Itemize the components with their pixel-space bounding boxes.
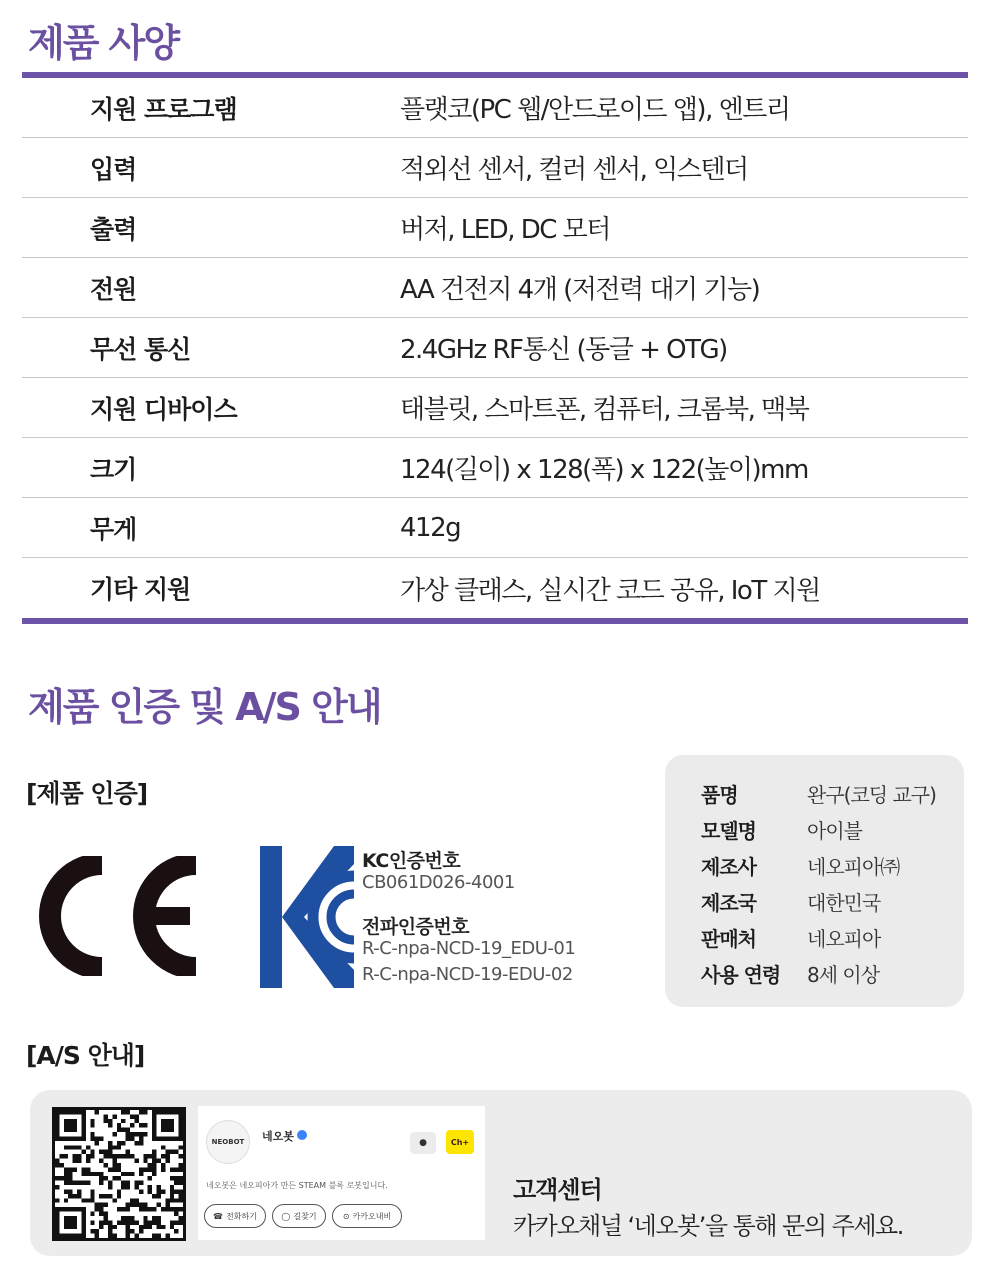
customer-center-title: 고객센터 [513,1176,602,1204]
radio-cert-number: R-C-npa-NCD-19_EDU-01 [362,938,576,959]
spec-row [22,378,968,438]
channel-description: 네오봇은 네오피아가 만든 STEAM 블록 로봇입니다. [206,1181,388,1190]
kc-mark-icon [260,846,354,988]
as-label: [A/S 안내] [26,1041,145,1070]
cert-label: [제품 인증] [26,779,148,808]
kakao-navi-button-label: 카카오내비 [352,1211,392,1221]
info-value: 완구(코딩 교구) [807,783,936,807]
spec-value: 412g [400,512,461,543]
location-icon: ◯ [281,1211,291,1221]
spec-section-title: 제품 사양 [28,21,179,65]
info-row [701,779,936,808]
navigation-icon: ⊙ [342,1211,350,1221]
spec-label: 기타 지원 [90,575,191,604]
spec-row [22,198,968,258]
call-button-label: 전화하기 [226,1211,257,1221]
info-row [701,887,880,916]
phone-icon: ☎ [213,1211,224,1221]
cert-section-title: 제품 인증 및 A/S 안내 [28,685,381,729]
info-value: 8세 이상 [807,963,880,987]
verified-icon [297,1130,307,1140]
spec-label: 무선 통신 [90,334,191,364]
info-key: 제조사 [701,855,756,879]
spec-row [22,438,968,498]
spec-value: 태블릿, 스마트폰, 컴퓨터, 크롬북, 맥북 [400,395,809,425]
chat-icon[interactable]: ● [410,1132,436,1154]
radio-cert-number: R-C-npa-NCD-19-EDU-02 [362,964,573,985]
spec-table [22,72,968,624]
info-value: 아이블 [807,819,862,843]
spec-label: 무게 [90,514,137,544]
channel-avatar: NEOBOT [206,1120,250,1164]
info-key: 사용 연령 [701,963,781,987]
spec-value: AA 건전지 4개 (저전력 대기 기능) [400,275,760,305]
kc-number: CB061D026-4001 [362,872,515,893]
info-key: 제조국 [701,891,756,915]
spec-row [22,498,968,558]
directions-button[interactable] [272,1204,326,1228]
directions-button-label: 길찾기 [293,1211,317,1221]
ce-mark-icon [36,856,200,976]
spec-row [22,138,968,198]
spec-value: 124(길이) x 128(폭) x 122(높이)mm [400,455,808,485]
channel-name: 네오봇 [262,1130,294,1143]
customer-center-text: 카카오채널 ‘네오봇’을 통해 문의 주세요. [513,1212,903,1240]
kc-number-title: KC인증번호 [362,850,461,872]
spec-row [22,78,968,138]
spec-value: 가상 클래스, 실시간 코드 공유, IoT 지원 [400,575,820,606]
info-row [701,815,862,844]
radio-cert-title: 전파인증번호 [362,916,470,938]
spec-value: 적외선 센서, 컬러 센서, 익스텐더 [400,155,748,185]
spec-value: 버저, LED, DC 모터 [400,215,610,245]
info-row [701,959,879,988]
spec-label: 지원 디바이스 [90,394,237,424]
spec-label: 지원 프로그램 [90,94,237,124]
info-key: 모델명 [701,819,756,843]
spec-label: 크기 [90,454,137,484]
spec-label: 입력 [90,154,137,184]
spec-row [22,318,968,378]
qr-code-icon[interactable] [52,1107,186,1241]
add-channel-button[interactable]: Ch+ [446,1130,474,1154]
kakao-channel-card[interactable] [198,1106,485,1240]
info-value: 네오피아 [807,927,881,951]
info-key: 품명 [701,783,738,807]
product-info-box [665,755,964,1007]
spec-label: 전원 [90,274,137,304]
info-value: 네오피아㈜ [807,855,900,879]
spec-value: 플랫코(PC 웹/안드로이드 앱), 엔트리 [400,95,790,125]
info-key: 판매처 [701,927,756,951]
info-value: 대한민국 [807,891,881,915]
spec-value: 2.4GHz RF통신 (동글 + OTG) [400,335,727,365]
spec-row [22,558,968,618]
spec-row [22,258,968,318]
info-row [701,851,899,880]
info-row [701,923,880,952]
spec-label: 출력 [90,214,137,244]
kakao-navi-button[interactable] [332,1204,402,1228]
call-button[interactable] [204,1204,266,1228]
